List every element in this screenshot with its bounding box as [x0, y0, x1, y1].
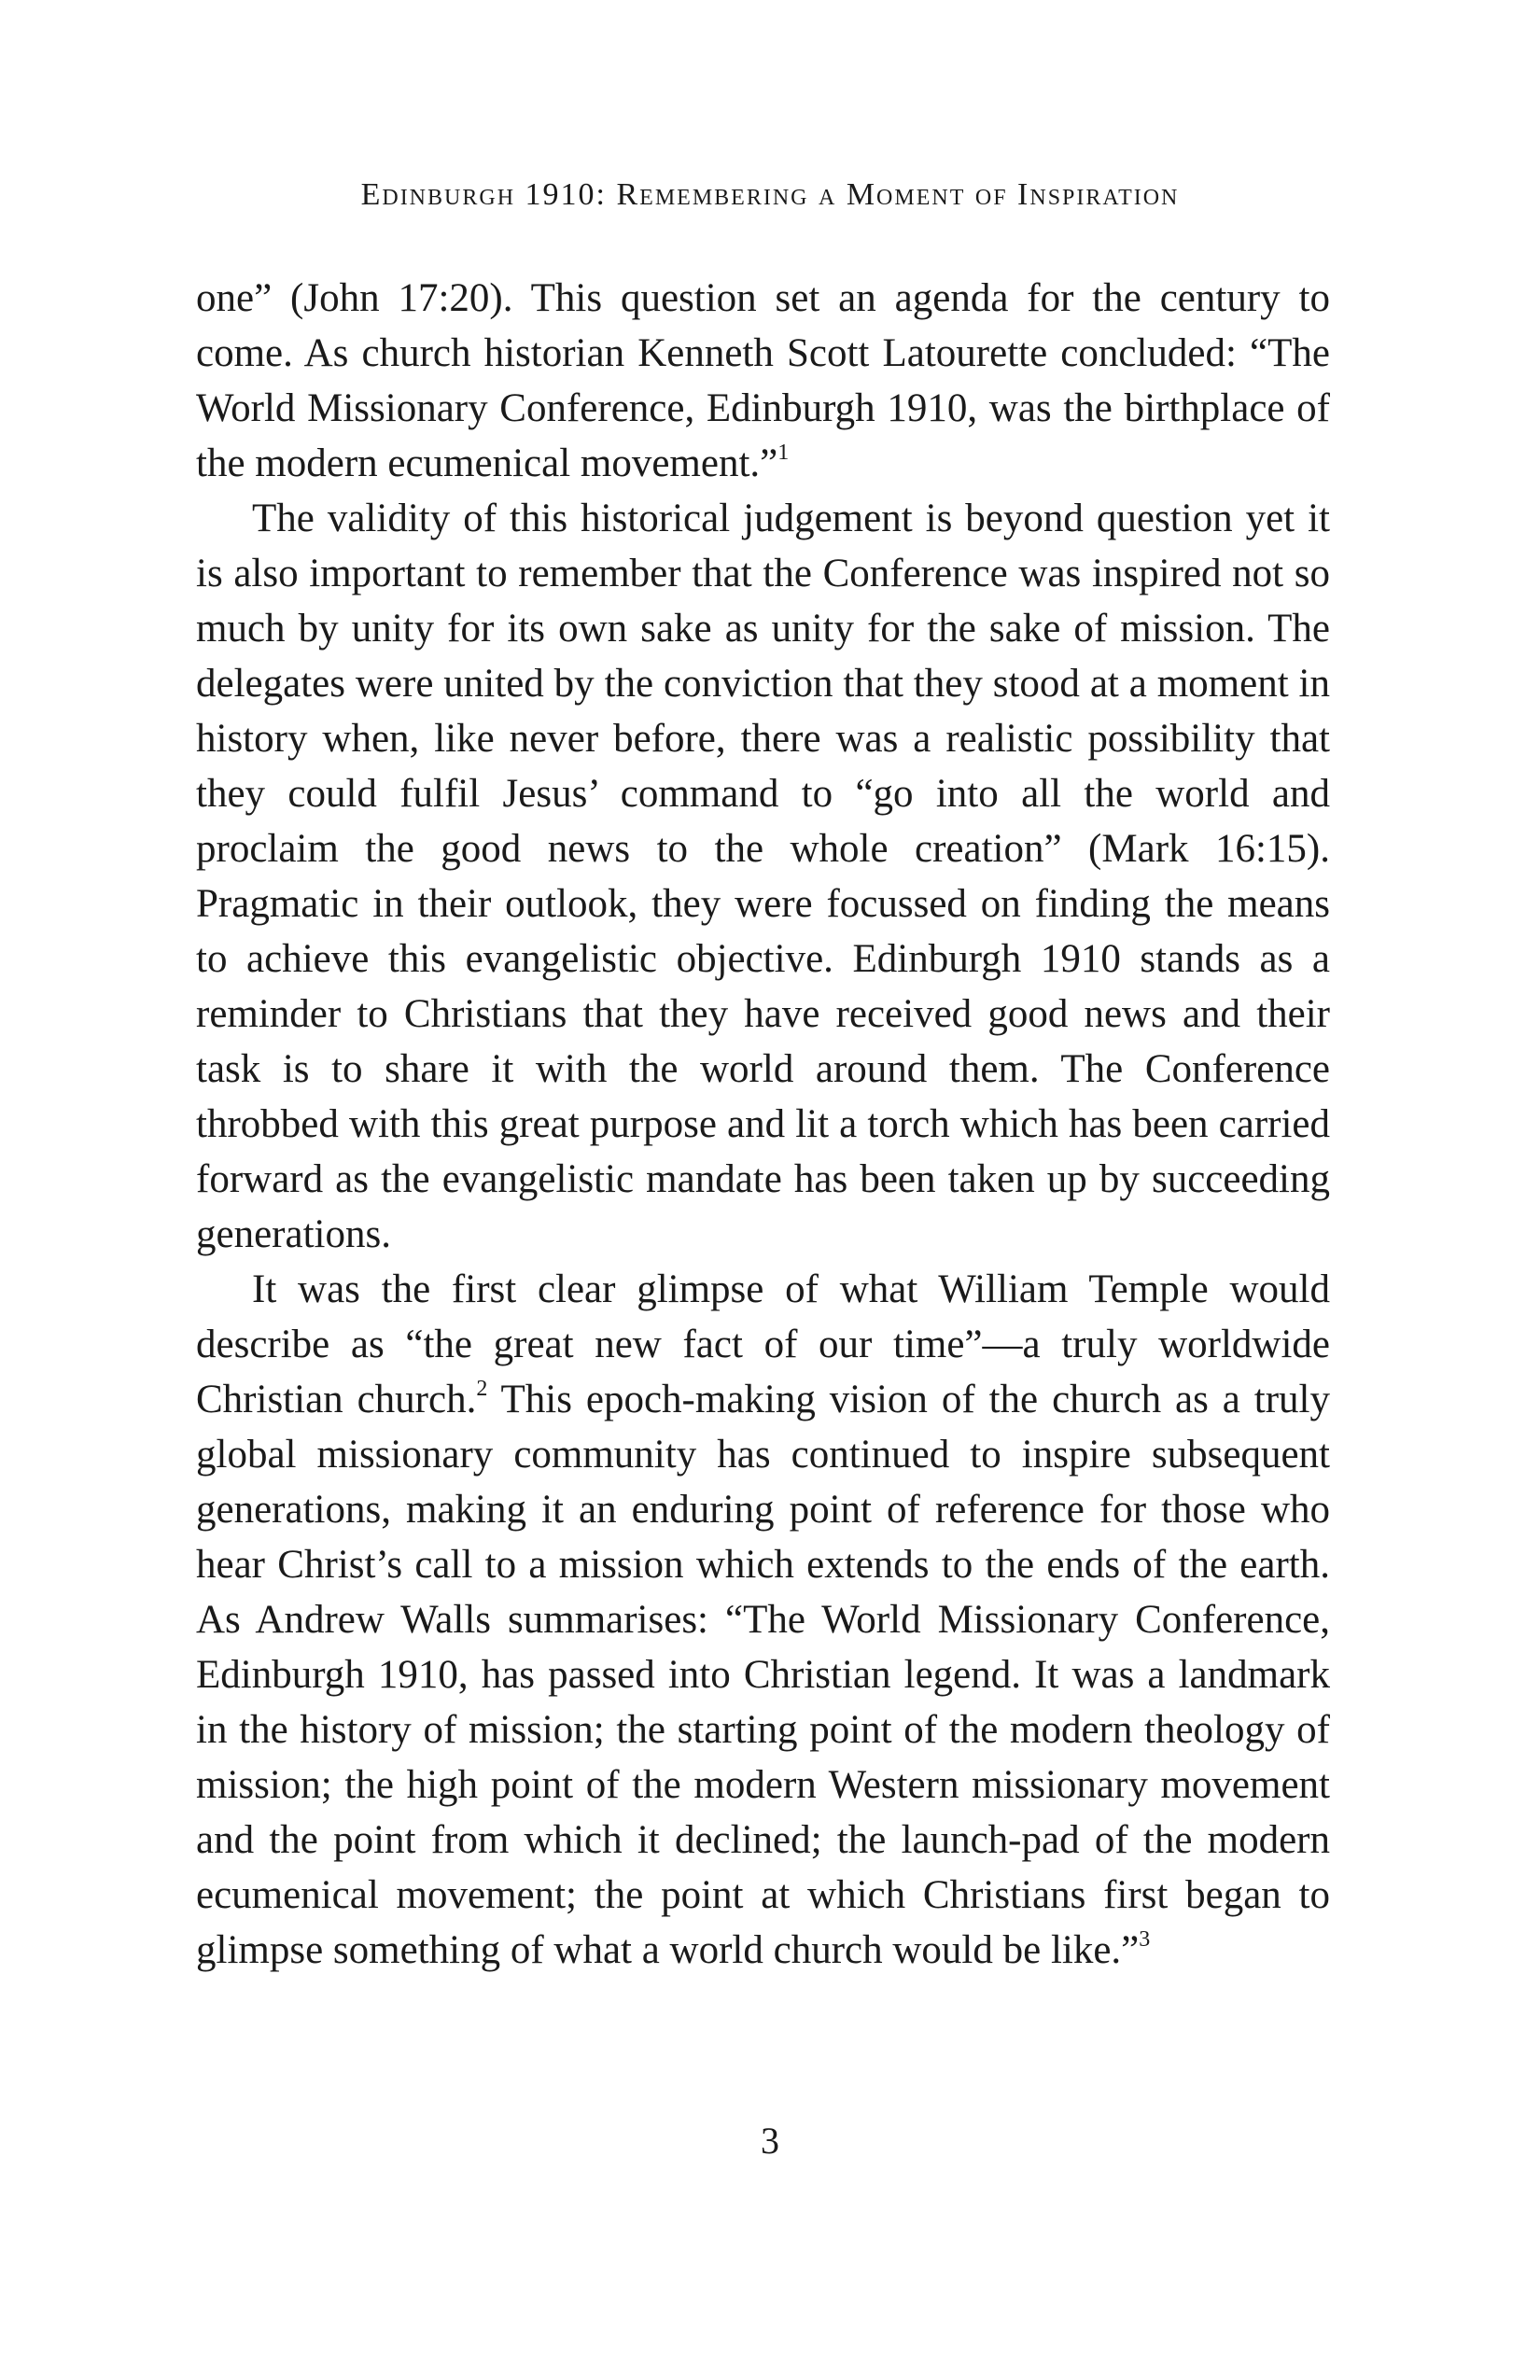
footnote-marker-3: 3 — [1139, 1927, 1151, 1952]
paragraph-1 — [196, 271, 1330, 491]
page-number: 3 — [761, 2120, 779, 2162]
paragraph-2: The validity of this historical judgement is beyond question yet it is also important to remember that the Conference was inspired not so much by unity for its own sake as unity for the sake of mission. The delegates were united by the conviction that they stood at a moment in history when, like never before, there was a realistic possibility that they could fulfil Jesus’ command to “go into all the world and proclaim the good news to the whole creation” (Mark 16:15). Pragmatic in their outlook, they were focussed on finding the means to achieve this evangelistic objective. Edinburgh 1910 stands as a reminder to Christians that they have received good news and their task is to share it with the world around them. The Conference throbbed with this great purpose and lit a torch which has been carried forward as the evangelistic mandate has been taken up by succeeding generations. — [196, 497, 1330, 1256]
body-text — [196, 271, 1330, 1978]
paragraph-3 — [196, 1262, 1330, 1978]
paragraph-3-text-a: It was the first clear glimpse of what William Temple would describe as “the great new fact of our time”—a truly worldwide Christian church. — [196, 1267, 1330, 1421]
footnote-marker-2: 2 — [476, 1377, 488, 1401]
running-head: Edinburgh 1910: Remembering a Moment of Inspiration — [360, 177, 1180, 212]
footnote-marker-1: 1 — [777, 441, 790, 465]
paragraph-1-text: one” (John 17:20). This question set an agenda for the century to come. As church historian Kenneth Scott Latourette concluded: “The World Missionary Conference, Edinburgh 1910, was the birthplace of the modern ecumenical movement.” — [196, 276, 1330, 485]
paragraph-3-text-b: This epoch-making vision of the church as a truly global missionary community has continued to inspire subsequent generations, making it an enduring point of reference for those who hear Christ’s call to a mission which extends to the ends of the earth. As Andrew Walls summarises: “The World Missionary Conference, Edinburgh 1910, has passed into Christian legend. It was a landmark in the history of mission; the starting point of the modern theology of mission; the high point of the modern Western missionary movement and the point from which it declined; the launch-pad of the modern ecumenical movement; the point at which Christians first began to glimpse something of what a world church would be like.” — [196, 1378, 1330, 1972]
